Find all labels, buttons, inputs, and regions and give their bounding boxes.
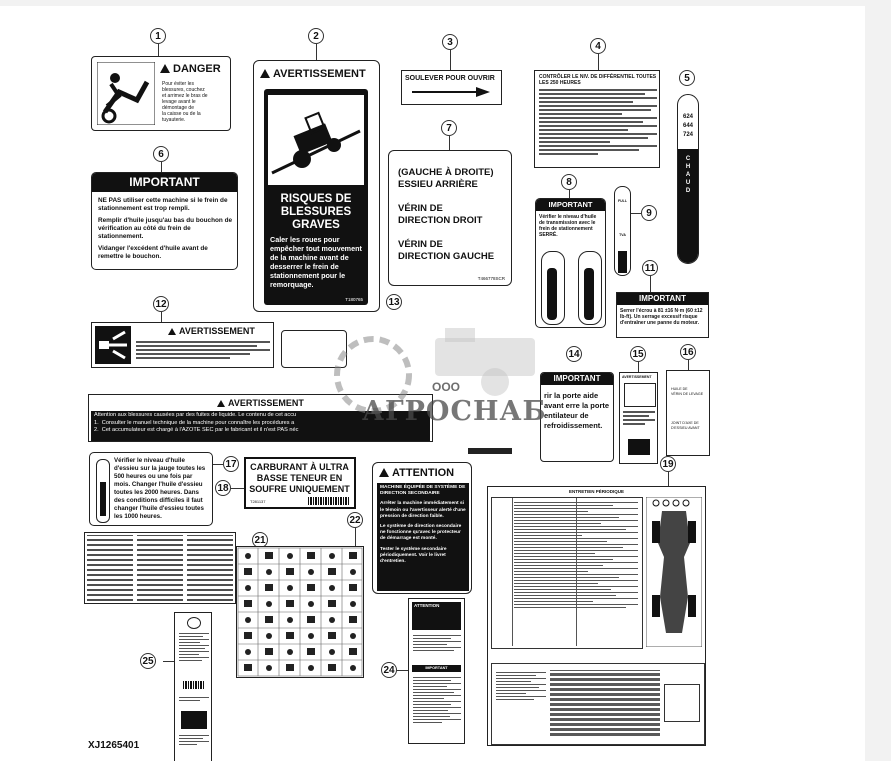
avertissement-header: AVERTISSEMENT bbox=[622, 375, 652, 379]
callout-25: 25 bbox=[140, 653, 156, 669]
danger-header: DANGER bbox=[160, 63, 221, 75]
callout-13: 9 bbox=[641, 205, 657, 221]
leader-line bbox=[231, 488, 244, 489]
cylinder-right: DIRECTION DROIT bbox=[398, 215, 483, 226]
leader-line bbox=[213, 464, 223, 465]
schedule-column bbox=[137, 535, 183, 601]
label-important-brake bbox=[91, 172, 238, 270]
accumulator-item-1: 1. Consulter le manuel technique de la machine pour connaître les procédures a bbox=[94, 419, 295, 426]
accumulator-intro: Attention aux blessures causées par des fuites de liquide. Le contenu de cet accu bbox=[94, 412, 297, 418]
service-icon bbox=[187, 617, 201, 629]
machine-pictogram-icon bbox=[181, 711, 207, 729]
label-avertissement-small bbox=[619, 372, 658, 464]
right-border bbox=[865, 0, 891, 761]
attention-p2: Le système de direction secondaire ne fonctionne qu'avec le protecteur de démarrage est monté. bbox=[380, 524, 462, 542]
callout-7: 5 bbox=[679, 70, 695, 86]
callout-12: 11 bbox=[642, 260, 658, 276]
callout-6: 7 bbox=[441, 120, 457, 136]
arrow-right-icon bbox=[410, 85, 494, 99]
fluid-injection-icon bbox=[95, 326, 131, 364]
axle-name: ESSIEU ARRIÈRE bbox=[398, 179, 478, 190]
leader-line bbox=[668, 472, 669, 486]
fuel-line: CARBURANT À ULTRA bbox=[250, 462, 349, 472]
danger-line: démontage de bbox=[162, 105, 194, 111]
grease-line: JOINT D'AXE DE bbox=[671, 421, 699, 425]
axle-dipstick-icon bbox=[96, 459, 110, 523]
leader-line bbox=[161, 162, 162, 172]
callout-9: 13 bbox=[386, 294, 402, 310]
top-border bbox=[0, 0, 891, 6]
leader-line bbox=[163, 661, 174, 662]
danger-line: la caisse ou de la bbox=[162, 111, 201, 117]
callout-8: 12 bbox=[153, 296, 169, 312]
fine-print bbox=[179, 695, 209, 703]
avertissement-header: AVERTISSEMENT bbox=[168, 326, 255, 336]
watermark-prefix: ООО bbox=[432, 380, 461, 394]
accumulator-item-2: 2. Cet accumulateur est chargé à l'AZOTE SEC par le fabricant et il n'est PAS néc bbox=[94, 427, 299, 433]
cylinder-left: DIRECTION GAUCHE bbox=[398, 251, 495, 262]
fine-print bbox=[179, 733, 209, 747]
label-important-door bbox=[540, 372, 614, 462]
callout-1: 1 bbox=[150, 28, 166, 44]
schedule-column bbox=[187, 535, 233, 601]
differential-heading: CONTRÔLER LE NIV. DE DIFFÉRENTIEL TOUTES LES 250 HEURES bbox=[539, 74, 657, 86]
leader-line bbox=[598, 54, 599, 70]
callout-4: 4 bbox=[590, 38, 606, 54]
model-number: 624 bbox=[682, 114, 693, 120]
callout-5: 6 bbox=[153, 146, 169, 162]
leader-line bbox=[631, 213, 641, 214]
crush-hazard-icon bbox=[97, 62, 155, 125]
service-table bbox=[491, 497, 643, 649]
label-lube-schedule bbox=[84, 532, 236, 604]
label-service-chart bbox=[487, 486, 706, 746]
danger-line: tuyauterie. bbox=[162, 117, 186, 123]
leader-line bbox=[449, 136, 450, 150]
attention-p1: Arrêter la machine immédiatement si le témoin ou l'avertisseur alerté d'une pression de direction faible. bbox=[380, 501, 466, 519]
attention-header: ATTENTION bbox=[379, 467, 454, 479]
cylinder-label: VÉRIN DE bbox=[398, 239, 443, 250]
label-steering-cylinders bbox=[388, 150, 512, 286]
door-text: rir la porte aide avant erre la porte entilateur de refroidissement. bbox=[544, 391, 610, 430]
label-fuel-ulsd bbox=[244, 457, 356, 509]
callout-18: 19 bbox=[660, 456, 676, 472]
cylinder-label: VÉRIN DE bbox=[398, 203, 443, 214]
callout-21: 21 bbox=[252, 532, 268, 548]
label-attention-24 bbox=[408, 598, 465, 744]
important-header: IMPORTANT bbox=[541, 373, 613, 385]
avertissement-header: AVERTISSEMENT bbox=[260, 68, 366, 80]
callout-15: 16 bbox=[680, 344, 696, 360]
grease-line: VÉRIN DE LEVAGE bbox=[671, 392, 704, 396]
barcode-icon bbox=[308, 497, 350, 505]
machine-top-view-icon bbox=[646, 497, 702, 647]
label-soulever bbox=[401, 70, 502, 105]
attention-p3: Tester le système secondaire périodiquement. Voir le livret d'entretien. bbox=[380, 546, 447, 565]
lubrication-table bbox=[491, 663, 705, 745]
hazard-pictogram-icon bbox=[624, 383, 656, 407]
label-avertissement-towing bbox=[253, 60, 380, 312]
danger-line: Pour éviter les bbox=[162, 81, 194, 87]
fine-print bbox=[136, 339, 270, 361]
fine-print bbox=[413, 633, 461, 653]
important-p1: NE PAS utiliser cette machine si le frein de stationnement est trop rempli. bbox=[98, 197, 228, 212]
leader-line bbox=[158, 44, 159, 56]
fine-print bbox=[179, 631, 209, 663]
service-chart-title: ENTRETIEN PÉRIODIQUE bbox=[568, 489, 624, 494]
grease-line: HUILE DE bbox=[671, 387, 688, 391]
leader-line bbox=[397, 670, 408, 671]
callout-3: 3 bbox=[442, 34, 458, 50]
important-header: IMPORTANT bbox=[92, 173, 237, 192]
callout-19: 15 bbox=[630, 346, 646, 362]
label-grease-points bbox=[666, 370, 710, 456]
fuel-line: BASSE TENEUR EN bbox=[256, 473, 343, 483]
pictogram-grid-icon bbox=[237, 547, 363, 677]
callout-11: 8 bbox=[561, 174, 577, 190]
label-avertissement-fluid bbox=[91, 322, 274, 368]
figure-id: XJ1265401 bbox=[88, 740, 140, 751]
model-number: 644 bbox=[682, 123, 693, 129]
label-control-pictograms bbox=[236, 546, 364, 678]
small-strip-label bbox=[468, 448, 512, 454]
dipstick-graphic-left bbox=[541, 251, 565, 325]
callout-17: 18 bbox=[215, 480, 231, 496]
label-service-strip bbox=[174, 612, 212, 761]
label-danger bbox=[91, 56, 231, 131]
danger-line: levage avant le bbox=[162, 99, 196, 105]
callout-22: 22 bbox=[347, 512, 363, 528]
callout-16: 17 bbox=[223, 456, 239, 472]
soulever-text: SOULEVER POUR OUVRIR bbox=[405, 75, 495, 82]
important-p2: Remplir d'huile jusqu'au bas du bouchon de vérification au côté du frein de stationnement. bbox=[98, 217, 233, 240]
label-important-torque bbox=[616, 292, 709, 338]
watermark-brand: АГРОСНАБ bbox=[362, 396, 547, 427]
label-axle-oil bbox=[89, 452, 213, 526]
leader-line bbox=[650, 276, 651, 292]
label-important-transmission bbox=[535, 198, 606, 328]
label-differential-text bbox=[534, 70, 660, 168]
pictogram-black-icon bbox=[628, 439, 650, 455]
axle-direction: (GAUCHE À DROITE) bbox=[398, 167, 494, 178]
chaud-text: CHAUD bbox=[685, 156, 691, 194]
torque-text: Serrer l'écrou à 81 ±16 N·m (60 ±12 lb-ft). Un serrage excessif risque d'entraîner une panne du moteur. bbox=[620, 308, 703, 326]
towing-instructions: Caler les roues pour empêcher tout mouvement de la machine avant de desserrer le frein de stationnement pour le remorquage. bbox=[270, 235, 362, 289]
leader-line bbox=[161, 312, 162, 322]
barcode-icon bbox=[183, 681, 205, 689]
fine-print bbox=[539, 87, 657, 157]
fine-print bbox=[413, 675, 461, 725]
transmission-text: Vérifier le niveau d'huile de transmission avec le frein de stationnement SERRÉ. bbox=[539, 214, 597, 238]
callout-14: 14 bbox=[566, 346, 582, 362]
label-chaud bbox=[677, 94, 699, 264]
avertissement-header: AVERTISSEMENT bbox=[217, 398, 304, 408]
fuel-line: SOUFRE UNIQUEMENT bbox=[249, 484, 350, 494]
leader-line bbox=[638, 362, 639, 372]
important-header: IMPORTANT bbox=[617, 293, 708, 305]
leader-line bbox=[355, 528, 356, 546]
dipstick-graphic-right bbox=[578, 251, 602, 325]
model-number: 724 bbox=[682, 132, 693, 138]
important-footer: IMPORTANT bbox=[412, 665, 461, 672]
important-header: IMPORTANT bbox=[536, 199, 605, 211]
callout-2: 2 bbox=[308, 28, 324, 44]
callout-24: 24 bbox=[381, 662, 397, 678]
axle-oil-text: Vérifier le niveau d'huile d'essieu sur la jauge toutes les 500 heures ou une fois par mois. Changer l'huile d'essieu toutes les 2000 heures. Dans des conditions difficiles il faut changer l'huile d'essieu toutes les 1000 heures. bbox=[114, 457, 206, 520]
label-code: T466778SCR bbox=[477, 276, 505, 281]
label-code: T281137 bbox=[250, 499, 266, 504]
label-level-gauge bbox=[614, 186, 631, 276]
leader-line bbox=[688, 360, 689, 370]
label-attention-steering bbox=[372, 462, 472, 594]
attention-subtitle: MACHINE ÉQUIPÉE DE SYSTÈME DE DIRECTION SECONDAIRE bbox=[380, 485, 466, 497]
attention-header: ATTENTION bbox=[412, 602, 461, 630]
leader-line bbox=[316, 44, 317, 60]
label-code: T180765 bbox=[345, 297, 363, 302]
leader-line bbox=[450, 50, 451, 70]
label-9-partial bbox=[281, 330, 347, 368]
risques-title: RISQUES DE BLESSURES GRAVES bbox=[280, 193, 352, 231]
important-p3: Vidanger l'excédent d'huile avant de remettre le bouchon. bbox=[98, 245, 208, 260]
grease-line: D'ESSIEU AVANT bbox=[671, 426, 700, 430]
tractor-on-slope-icon bbox=[268, 95, 364, 185]
schedule-column bbox=[87, 535, 133, 601]
gauge-full: FULL bbox=[618, 199, 627, 203]
danger-line: et arrimez le bras de bbox=[162, 93, 208, 99]
danger-line: blessures, couchez bbox=[162, 87, 205, 93]
gauge-mid: TVA bbox=[619, 233, 626, 237]
leader-line bbox=[569, 190, 570, 198]
fine-print bbox=[623, 409, 655, 427]
